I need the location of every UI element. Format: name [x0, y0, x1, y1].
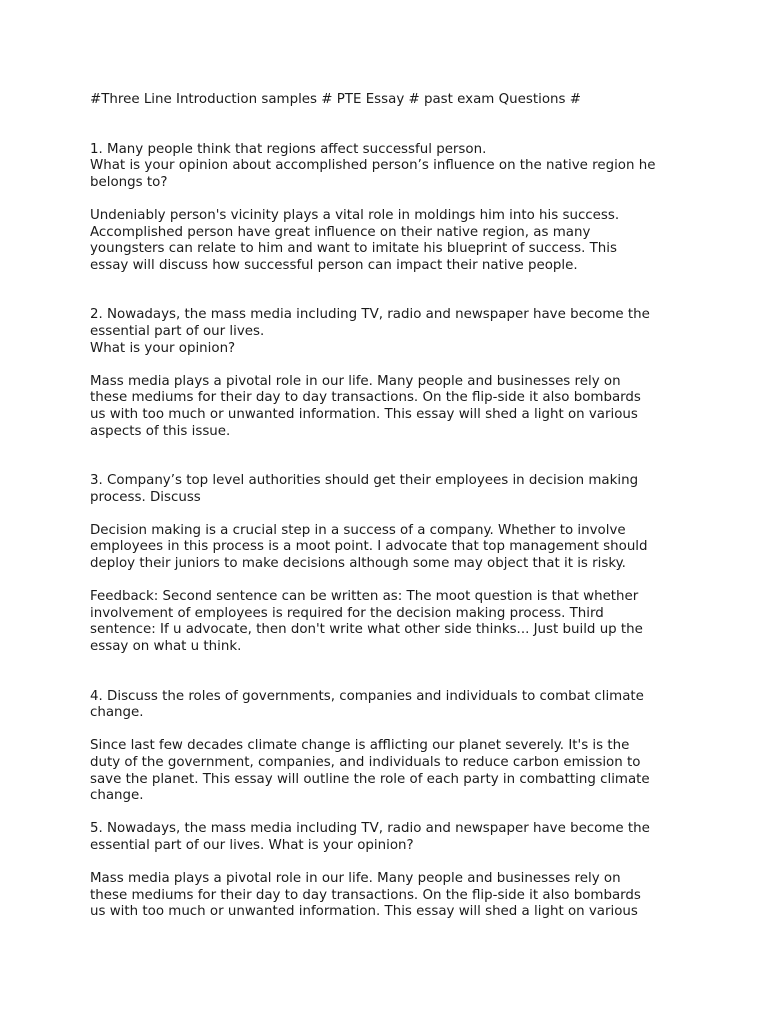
question-line: 4. Discuss the roles of governments, companies and individuals to combat climate — [90, 688, 644, 704]
answer-line: aspects of this issue. — [90, 423, 231, 439]
answer-line: change. — [90, 788, 144, 804]
feedback-line: involvement of employees is required for the decision making process. Third — [90, 605, 604, 621]
question-line: What is your opinion about accomplished person’s influence on the native region he — [90, 158, 656, 174]
answer-line: Accomplished person have great influence on their native region, as many — [90, 224, 591, 240]
document-page — [90, 92, 690, 921]
answer-line: deploy their juniors to make decisions although some may object that it is risky. — [90, 556, 626, 572]
feedback-3 — [90, 589, 690, 655]
document-title: #Three Line Introduction samples # PTE Essay # past exam Questions # — [90, 92, 581, 107]
question-line: essential part of our lives. What is your opinion? — [90, 837, 414, 853]
question-5 — [90, 821, 690, 854]
answer-line: these mediums for their day to day transactions. On the flip-side it also bombards — [90, 887, 641, 903]
question-line: 3. Company’s top level authorities should get their employees in decision making — [90, 473, 639, 489]
answer-2 — [90, 374, 690, 440]
answer-line: these mediums for their day to day transactions. On the flip-side it also bombards — [90, 390, 641, 406]
answer-line: employees in this process is a moot point. I advocate that top management should — [90, 539, 648, 555]
question-line: 5. Nowadays, the mass media including TV, radio and newspaper have become the — [90, 821, 650, 837]
answer-line: save the planet. This essay will outline the role of each party in combatting climate — [90, 771, 650, 787]
feedback-line: essay on what u think. — [90, 639, 242, 655]
question-line: 1. Many people think that regions affect successful person. — [90, 141, 487, 157]
question-line: What is your opinion? — [90, 340, 236, 356]
question-line: essential part of our lives. — [90, 323, 265, 339]
question-line: change. — [90, 705, 144, 721]
answer-line: youngsters can relate to him and want to imitate his blueprint of success. This — [90, 241, 617, 257]
question-4 — [90, 689, 690, 722]
question-line: process. Discuss — [90, 489, 201, 505]
answer-line: essay will discuss how successful person can impact their native people. — [90, 257, 578, 273]
question-1 — [90, 142, 690, 192]
answer-4 — [90, 738, 690, 804]
answer-line: Mass media plays a pivotal role in our life. Many people and businesses rely on — [90, 871, 621, 887]
answer-line: Mass media plays a pivotal role in our life. Many people and businesses rely on — [90, 373, 621, 389]
feedback-line: sentence: If u advocate, then don't write what other side thinks... Just build up the — [90, 622, 643, 638]
question-3 — [90, 473, 690, 506]
answer-1 — [90, 208, 690, 274]
answer-line: Since last few decades climate change is afflicting our planet severely. It's is the — [90, 738, 630, 754]
answer-3 — [90, 523, 690, 573]
answer-line: duty of the government, companies, and individuals to reduce carbon emission to — [90, 755, 641, 770]
question-line: belongs to? — [90, 174, 168, 190]
answer-line: us with too much or unwanted information. This essay will shed a light on various — [90, 904, 638, 920]
answer-line: Undeniably person's vicinity plays a vital role in moldings him into his success. — [90, 207, 620, 223]
question-line: 2. Nowadays, the mass media including TV, radio and newspaper have become the — [90, 307, 650, 323]
answer-line: Decision making is a crucial step in a success of a company. Whether to involve — [90, 522, 626, 538]
answer-5 — [90, 871, 690, 921]
answer-line: us with too much or unwanted information. This essay will shed a light on various — [90, 406, 638, 422]
question-2 — [90, 307, 690, 357]
feedback-line: Feedback: Second sentence can be written as: The moot question is that whether — [90, 589, 639, 605]
